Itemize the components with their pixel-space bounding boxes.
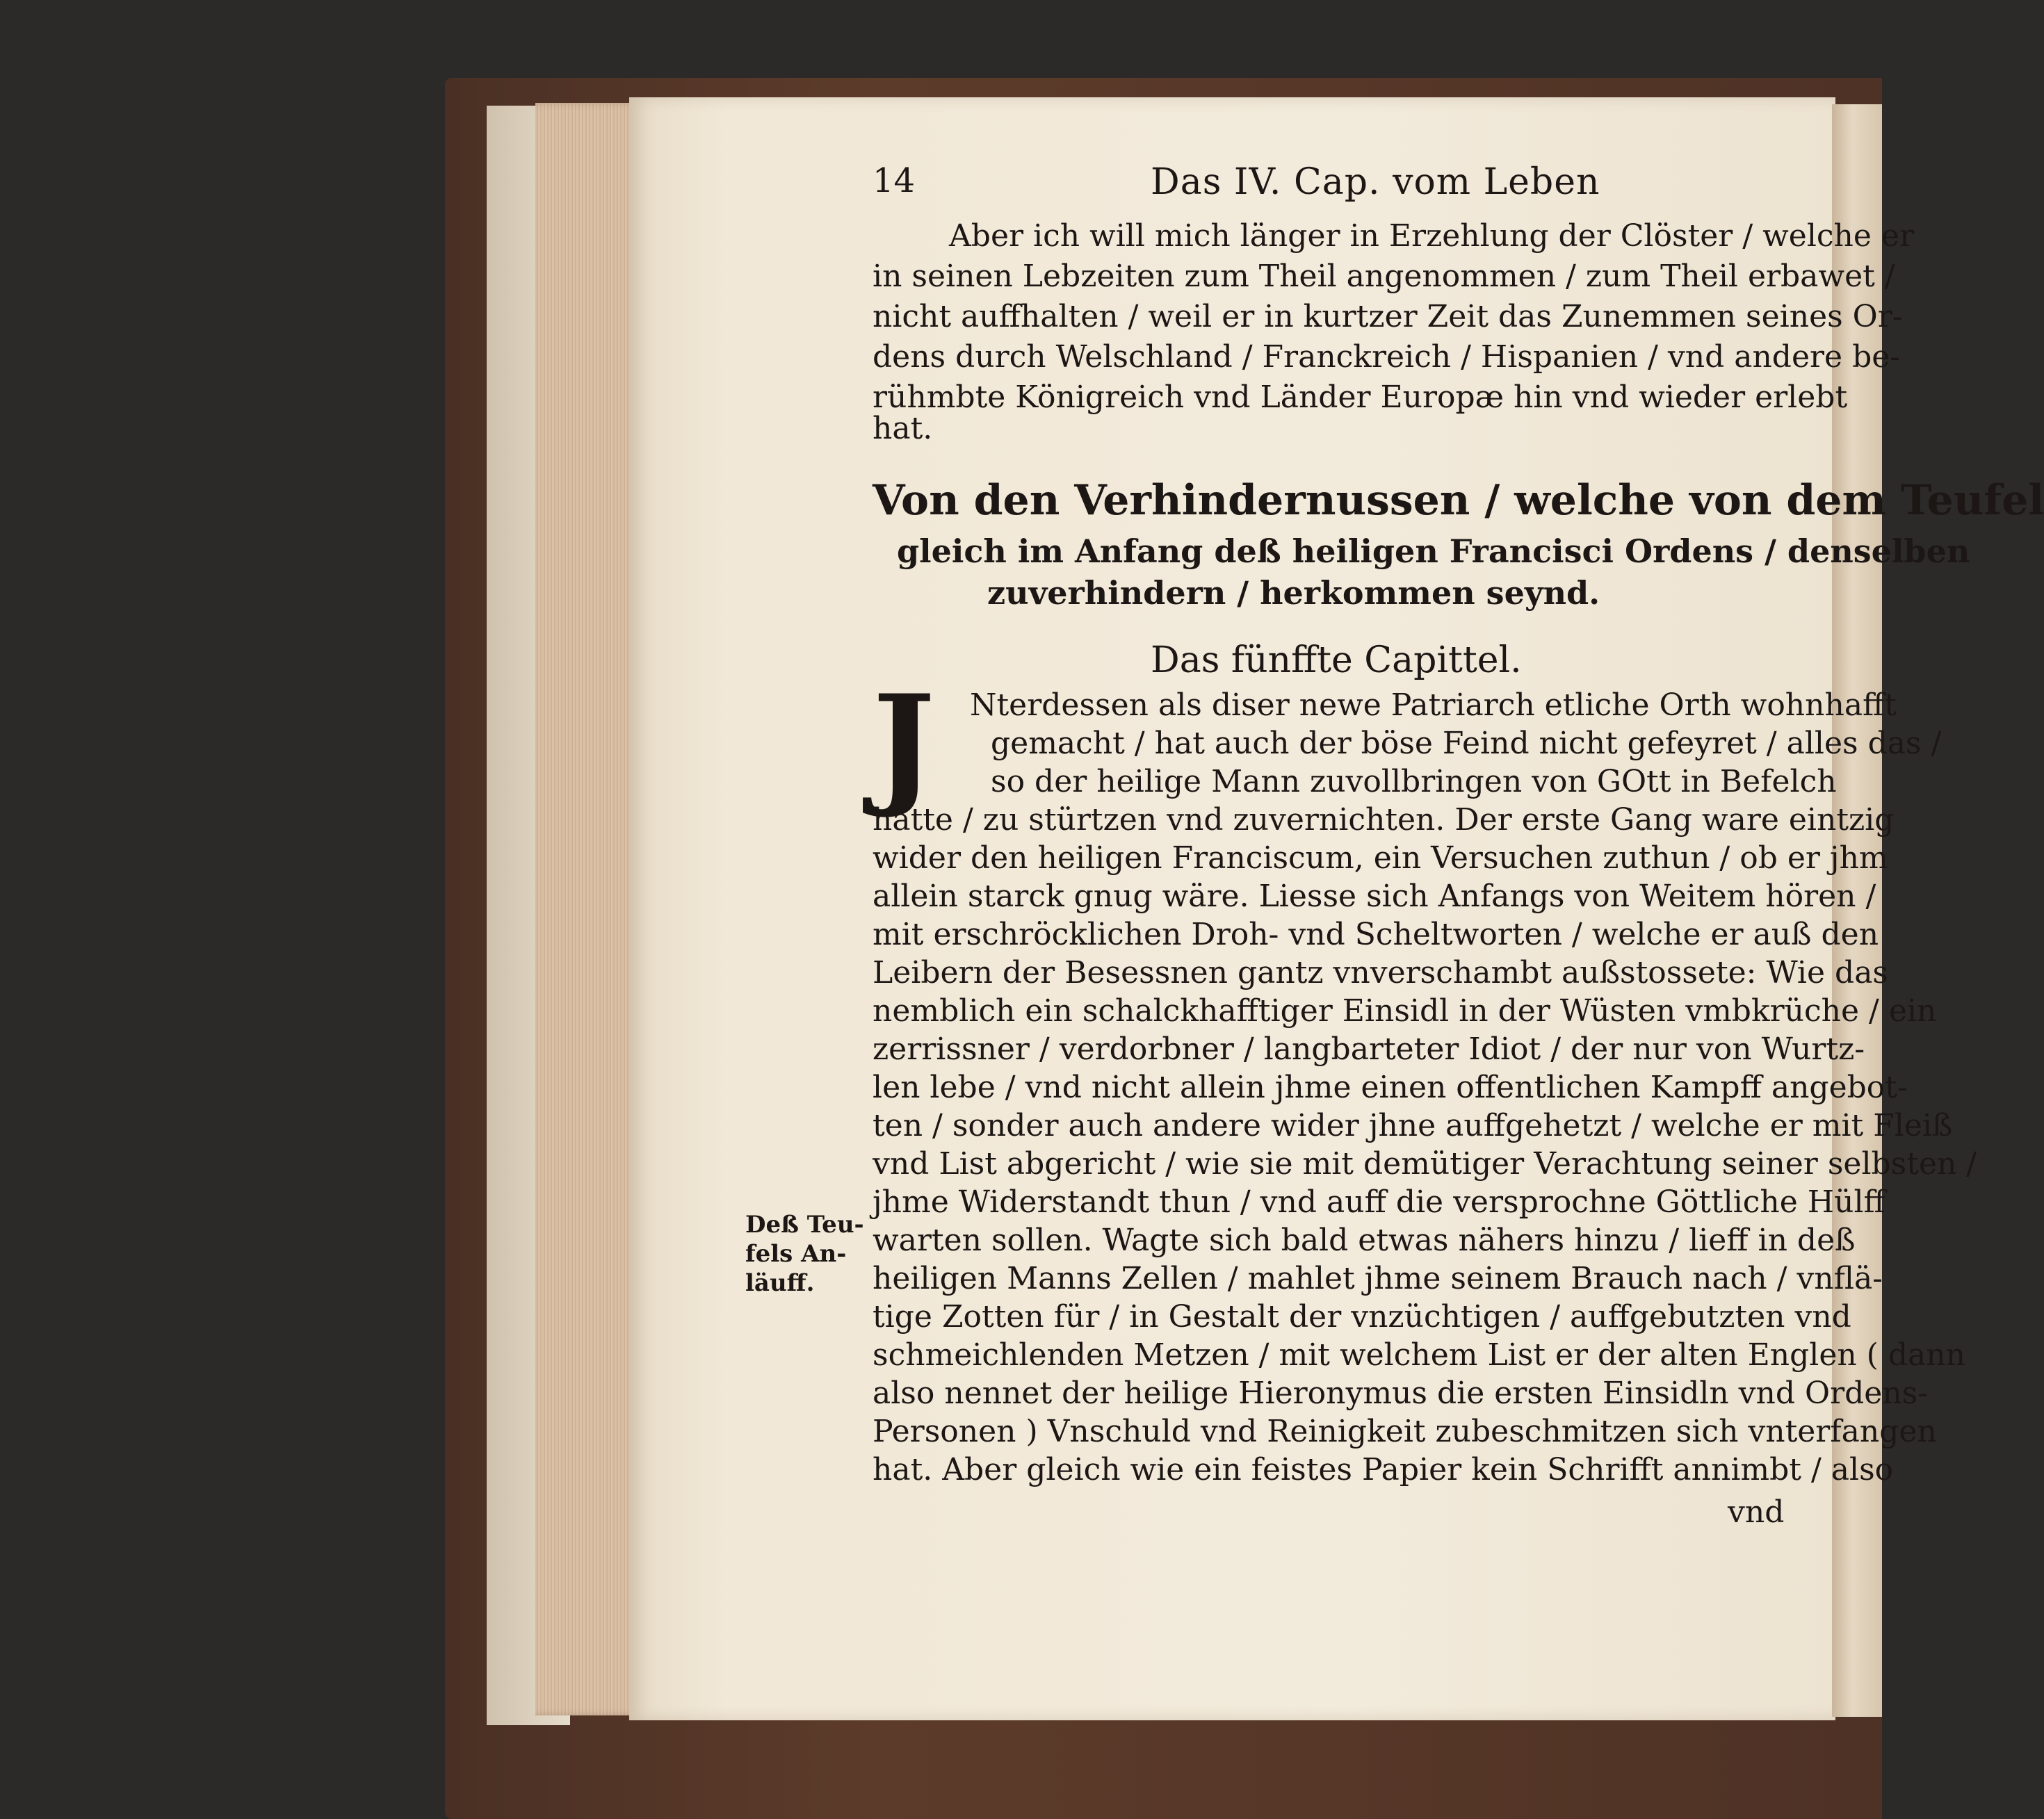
text-line: nicht auffhalten / weil er in kurtzer Zeit das Zunemmen seines Or- — [873, 299, 1903, 334]
text-line: rühmbte Königreich vnd Länder Europæ hin vnd wieder erlebt — [873, 380, 1848, 415]
text-line: allein starck gnug wäre. Liesse sich Anfangs von Weitem hören / — [873, 879, 1876, 914]
text-line: Personen ) Vnschuld vnd Reinigkeit zubeschmitzen sich vnterfangen — [873, 1414, 1937, 1449]
text-line: also nennet der heilige Hieronymus die ersten Einsidln vnd Ordens- — [873, 1376, 1929, 1411]
text-line: hatte / zu stürtzen vnd zuvernichten. Der erste Gang ware eintzig — [873, 802, 1895, 838]
text-line: Leibern der Besessnen gantz vnverschambt außstossete: Wie das — [873, 955, 1889, 990]
text-line: len lebe / vnd nicht allein jhme einen offentlichen Kampff angebot- — [873, 1070, 1908, 1105]
marginal-note-line: fels An- — [745, 1240, 847, 1268]
marginal-note-line: Deß Teu- — [745, 1211, 864, 1239]
marginal-note-line: läuff. — [745, 1269, 815, 1297]
text-line: tige Zotten für / in Gestalt der vnzüchtigen / auffgebutzten vnd — [873, 1299, 1851, 1335]
text-line: warten sollen. Wagte sich bald etwas nähers hinzu / lieff in deß — [873, 1223, 1856, 1258]
heading-line: zuverhindern / herkommen seynd. — [987, 574, 1600, 612]
text-line: ten / sonder auch andere wider jhne auffgehetzt / welche er mit Fleiß — [873, 1108, 1953, 1143]
running-title: Das IV. Cap. vom Leben — [1151, 161, 1600, 203]
heading-line: gleich im Anfang deß heiligen Francisci Ordens / denselben — [897, 532, 1970, 570]
text-line: so der heilige Mann zuvollbringen von GOtt in Befelch — [991, 764, 1837, 799]
chapter-title: Das fünffte Capittel. — [1151, 639, 1522, 681]
text-line: jhme Widerstandt thun / vnd auff die versprochne Göttliche Hülff — [873, 1184, 1885, 1220]
catchword: vnd — [1728, 1494, 1785, 1530]
text-line: heiligen Manns Zellen / mahlet jhme seinem Brauch nach / vnflä- — [873, 1261, 1883, 1296]
text-line: Nterdessen als diser newe Patriarch etliche Orth wohnhafft — [970, 687, 1897, 723]
page-number: 14 — [873, 161, 916, 200]
text-line: wider den heiligen Franciscum, ein Versuchen zuthun / ob er jhm — [873, 840, 1888, 876]
text-line: vnd List abgericht / wie sie mit demütiger Verachtung seiner selbsten / — [873, 1146, 1977, 1182]
text-line: gemacht / hat auch der böse Feind nicht gefeyret / alles das / — [991, 726, 1942, 761]
text-line: in seinen Lebzeiten zum Theil angenommen / zum Theil erbawet / — [873, 259, 1895, 294]
text-line: hat. — [873, 411, 933, 446]
heading-line: Von den Verhindernussen / welche von dem Teufel — [873, 476, 2044, 525]
text-line: hat. Aber gleich wie ein feistes Papier kein Schrifft annimbt / also — [873, 1452, 1894, 1487]
text-line: schmeichlenden Metzen / mit welchem List er der alten Englen ( dann — [873, 1337, 1965, 1373]
text-line: nemblich ein schalckhafftiger Einsidl in der Wüsten vmbkrüche / ein — [873, 993, 1937, 1029]
text-line: zerrissner / verdorbner / langbarteter Idiot / der nur von Wurtz- — [873, 1031, 1865, 1067]
drop-cap-initial: J — [873, 666, 935, 821]
text-line: dens durch Welschland / Franckreich / Hispanien / vnd andere be- — [873, 339, 1901, 375]
text-line: Aber ich will mich länger in Erzehlung der Clöster / welche er — [949, 218, 1914, 254]
text-line: mit erschröcklichen Droh- vnd Scheltworten / welche er auß den — [873, 917, 1879, 952]
